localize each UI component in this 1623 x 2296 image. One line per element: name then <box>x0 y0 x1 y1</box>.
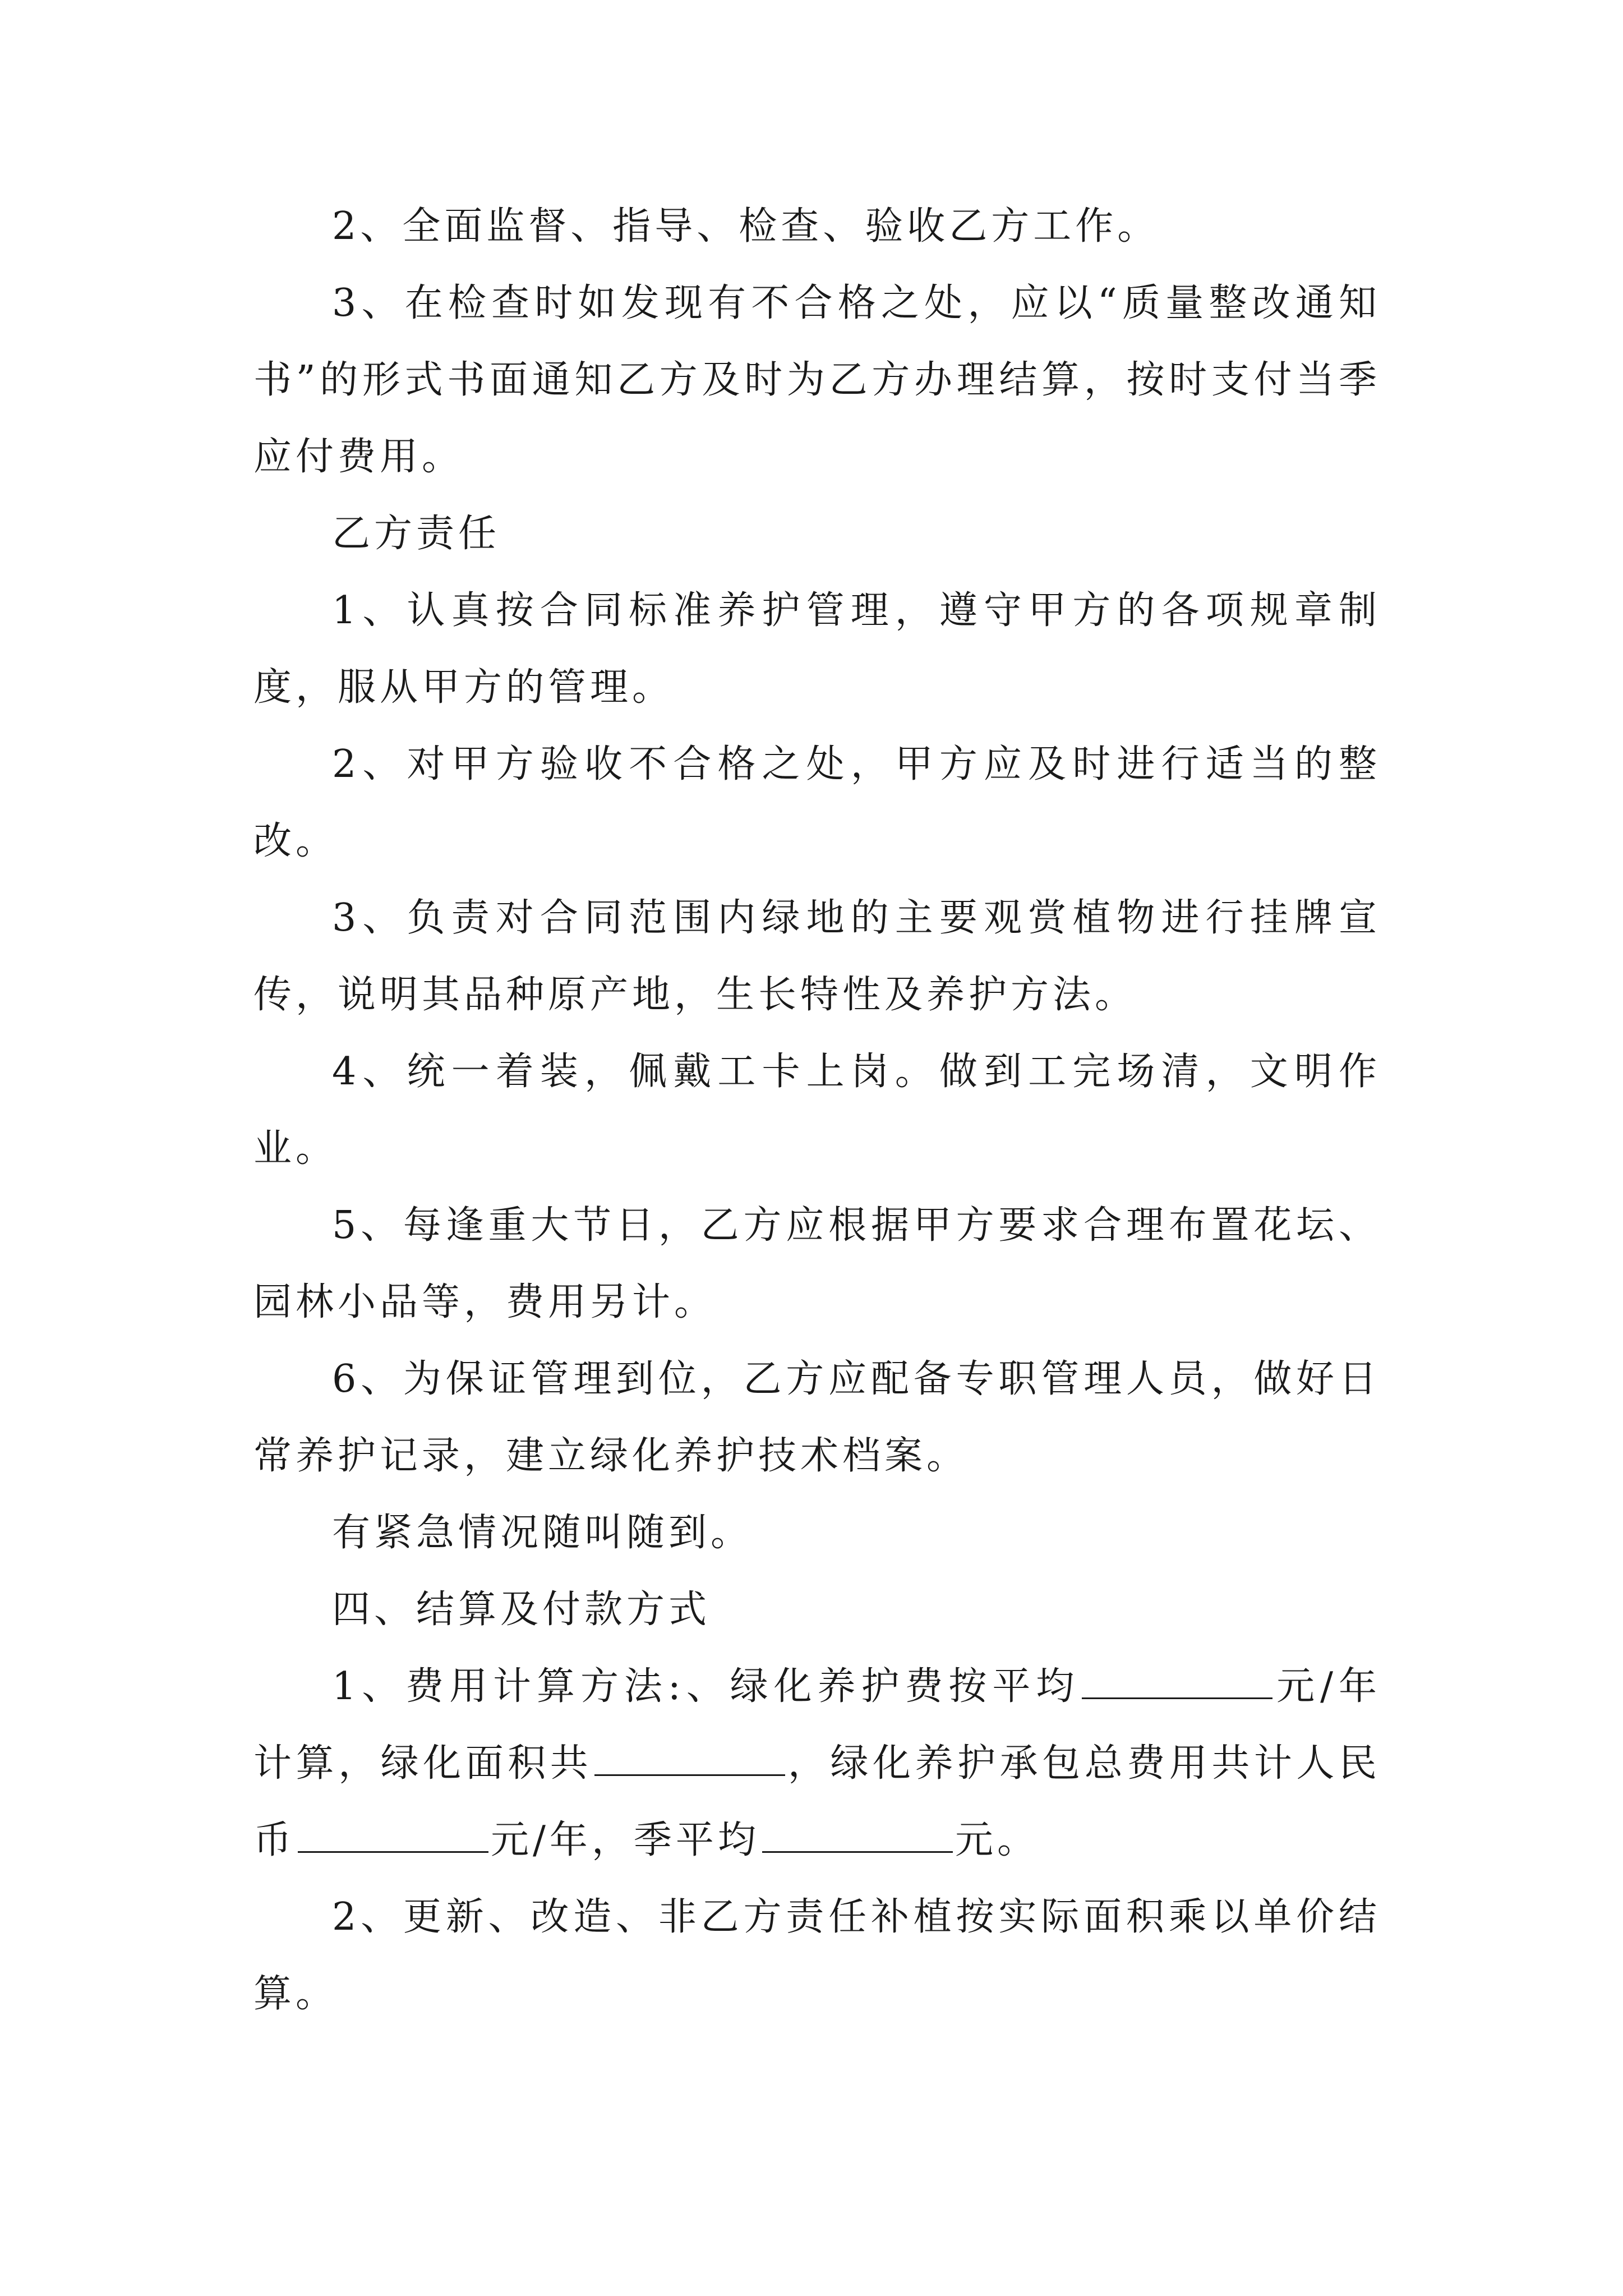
blank-annual-fee <box>1082 1668 1272 1699</box>
fee-text-part-2: 元/年计算，绿化面积共 <box>253 1664 1381 1786</box>
fee-text-part-5: 元。 <box>955 1818 1039 1862</box>
fee-text-part-3: ，绿化养护承包总费用共计人民币 <box>253 1741 1381 1862</box>
paragraph-rectification-notice: 3、在检查时如发现有不合格之处，应以“质量整改通知书”的形式书面通知乙方及时为乙方办理结算，按时支付当季应付费用。 <box>253 281 1381 479</box>
heading-settlement-payment: 四、结算及付款方式 <box>332 1588 711 1632</box>
blank-quarterly-fee <box>762 1822 953 1853</box>
paragraph-uniform: 4、统一着装，佩戴工卡上岗。做到工完场清，文明作业。 <box>253 1050 1381 1171</box>
blank-green-area <box>594 1745 785 1776</box>
paragraph-holiday-decoration: 5、每逢重大节日，乙方应根据甲方要求合理布置花坛、园林小品等，费用另计。 <box>253 1203 1381 1324</box>
fee-text-part-1: 1、费用计算方法:、绿化养护费按平均 <box>332 1664 1080 1709</box>
paragraph-fee-calculation <box>253 1648 1381 1879</box>
fee-text-part-4: 元/年，季平均 <box>491 1818 760 1862</box>
paragraph-supervise: 2、全面监督、指导、检查、验收乙方工作。 <box>332 204 1160 249</box>
paragraph-rectify: 2、对甲方验收不合格之处，甲方应及时进行适当的整改。 <box>253 742 1381 863</box>
heading-party-b-responsibility: 乙方责任 <box>332 512 501 556</box>
paragraph-emergency: 有紧急情况随叫随到。 <box>332 1511 753 1555</box>
paragraph-comply-standards: 1、认真按合同标准养护管理，遵守甲方的各项规章制度，服从甲方的管理。 <box>253 588 1381 710</box>
blank-total-fee <box>298 1822 488 1853</box>
document-body <box>253 188 1381 2032</box>
paragraph-replanting-settlement: 2、更新、改造、非乙方责任补植按实际面积乘以单价结算。 <box>253 1895 1381 2016</box>
paragraph-management-staff: 6、为保证管理到位，乙方应配备专职管理人员，做好日常养护记录，建立绿化养护技术档案。 <box>253 1357 1381 1478</box>
paragraph-plant-labels: 3、负责对合同范围内绿地的主要观赏植物进行挂牌宣传，说明其品种原产地，生长特性及养护方法。 <box>253 896 1381 1017</box>
